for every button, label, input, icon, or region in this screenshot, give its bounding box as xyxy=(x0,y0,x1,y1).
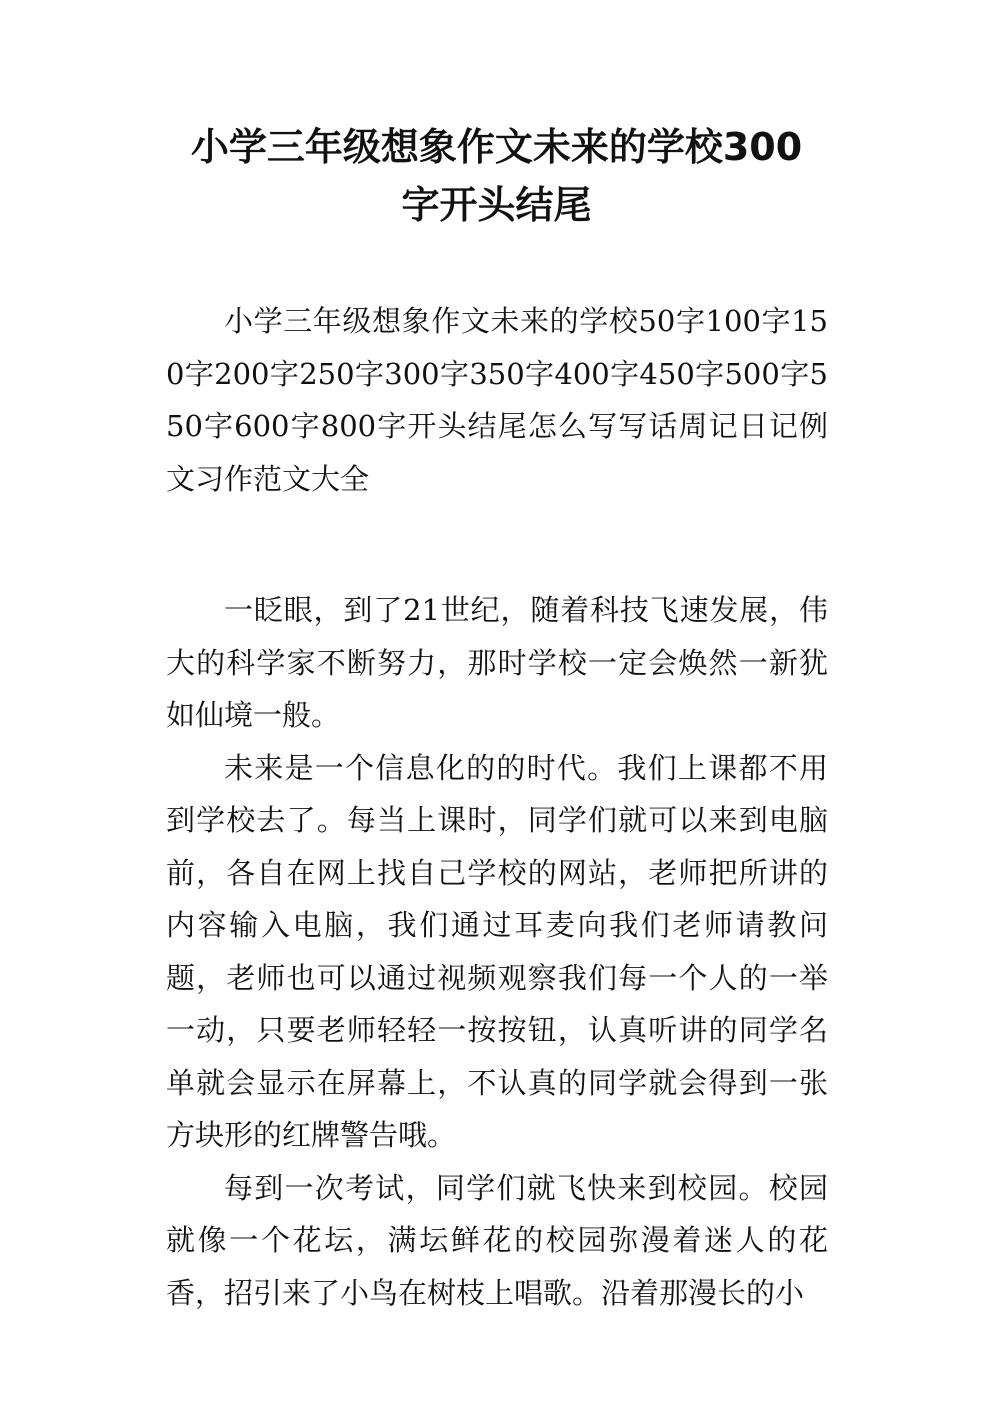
intro-paragraph: 小学三年级想象作文未来的学校50字100字150字200字250字300字350字400字450字500字550字600字800字开头结尾怎么写写话周记日记例文习作范文大全 xyxy=(166,304,828,496)
title-line-2: 字开头结尾 xyxy=(401,183,592,227)
body-paragraph-3: 每到一次考试，同学们就飞快来到校园。校园就像一个花坛，满坛鲜花的校园弥漫着迷人的花香，招引来了小鸟在树枝上唱歌。沿着那漫长的小 xyxy=(166,1170,828,1310)
body-paragraph-1: 一眨眼，到了21世纪，随着科技飞速发展，伟大的科学家不断努力，那时学校一定会焕然一新犹如仙境一般。 xyxy=(166,593,828,732)
title-line-1: 小学三年级想象作文未来的学校300 xyxy=(190,125,803,169)
document-title xyxy=(150,118,843,234)
document-body xyxy=(166,295,828,1319)
body-paragraph-2: 未来是一个信息化的的时代。我们上课都不用到学校去了。每当上课时，同学们就可以来到电脑前，各自在网上找自己学校的网站，老师把所讲的内容输入电脑，我们通过耳麦向我们老师请教问题，老师也可以通过视频观察我们每一个人的一举一动，只要老师轻轻一按按钮，认真听讲的同学名单就会显示在屏幕上，不认真的同学就会得到一张方块形的红牌警告哦。 xyxy=(166,750,828,1152)
